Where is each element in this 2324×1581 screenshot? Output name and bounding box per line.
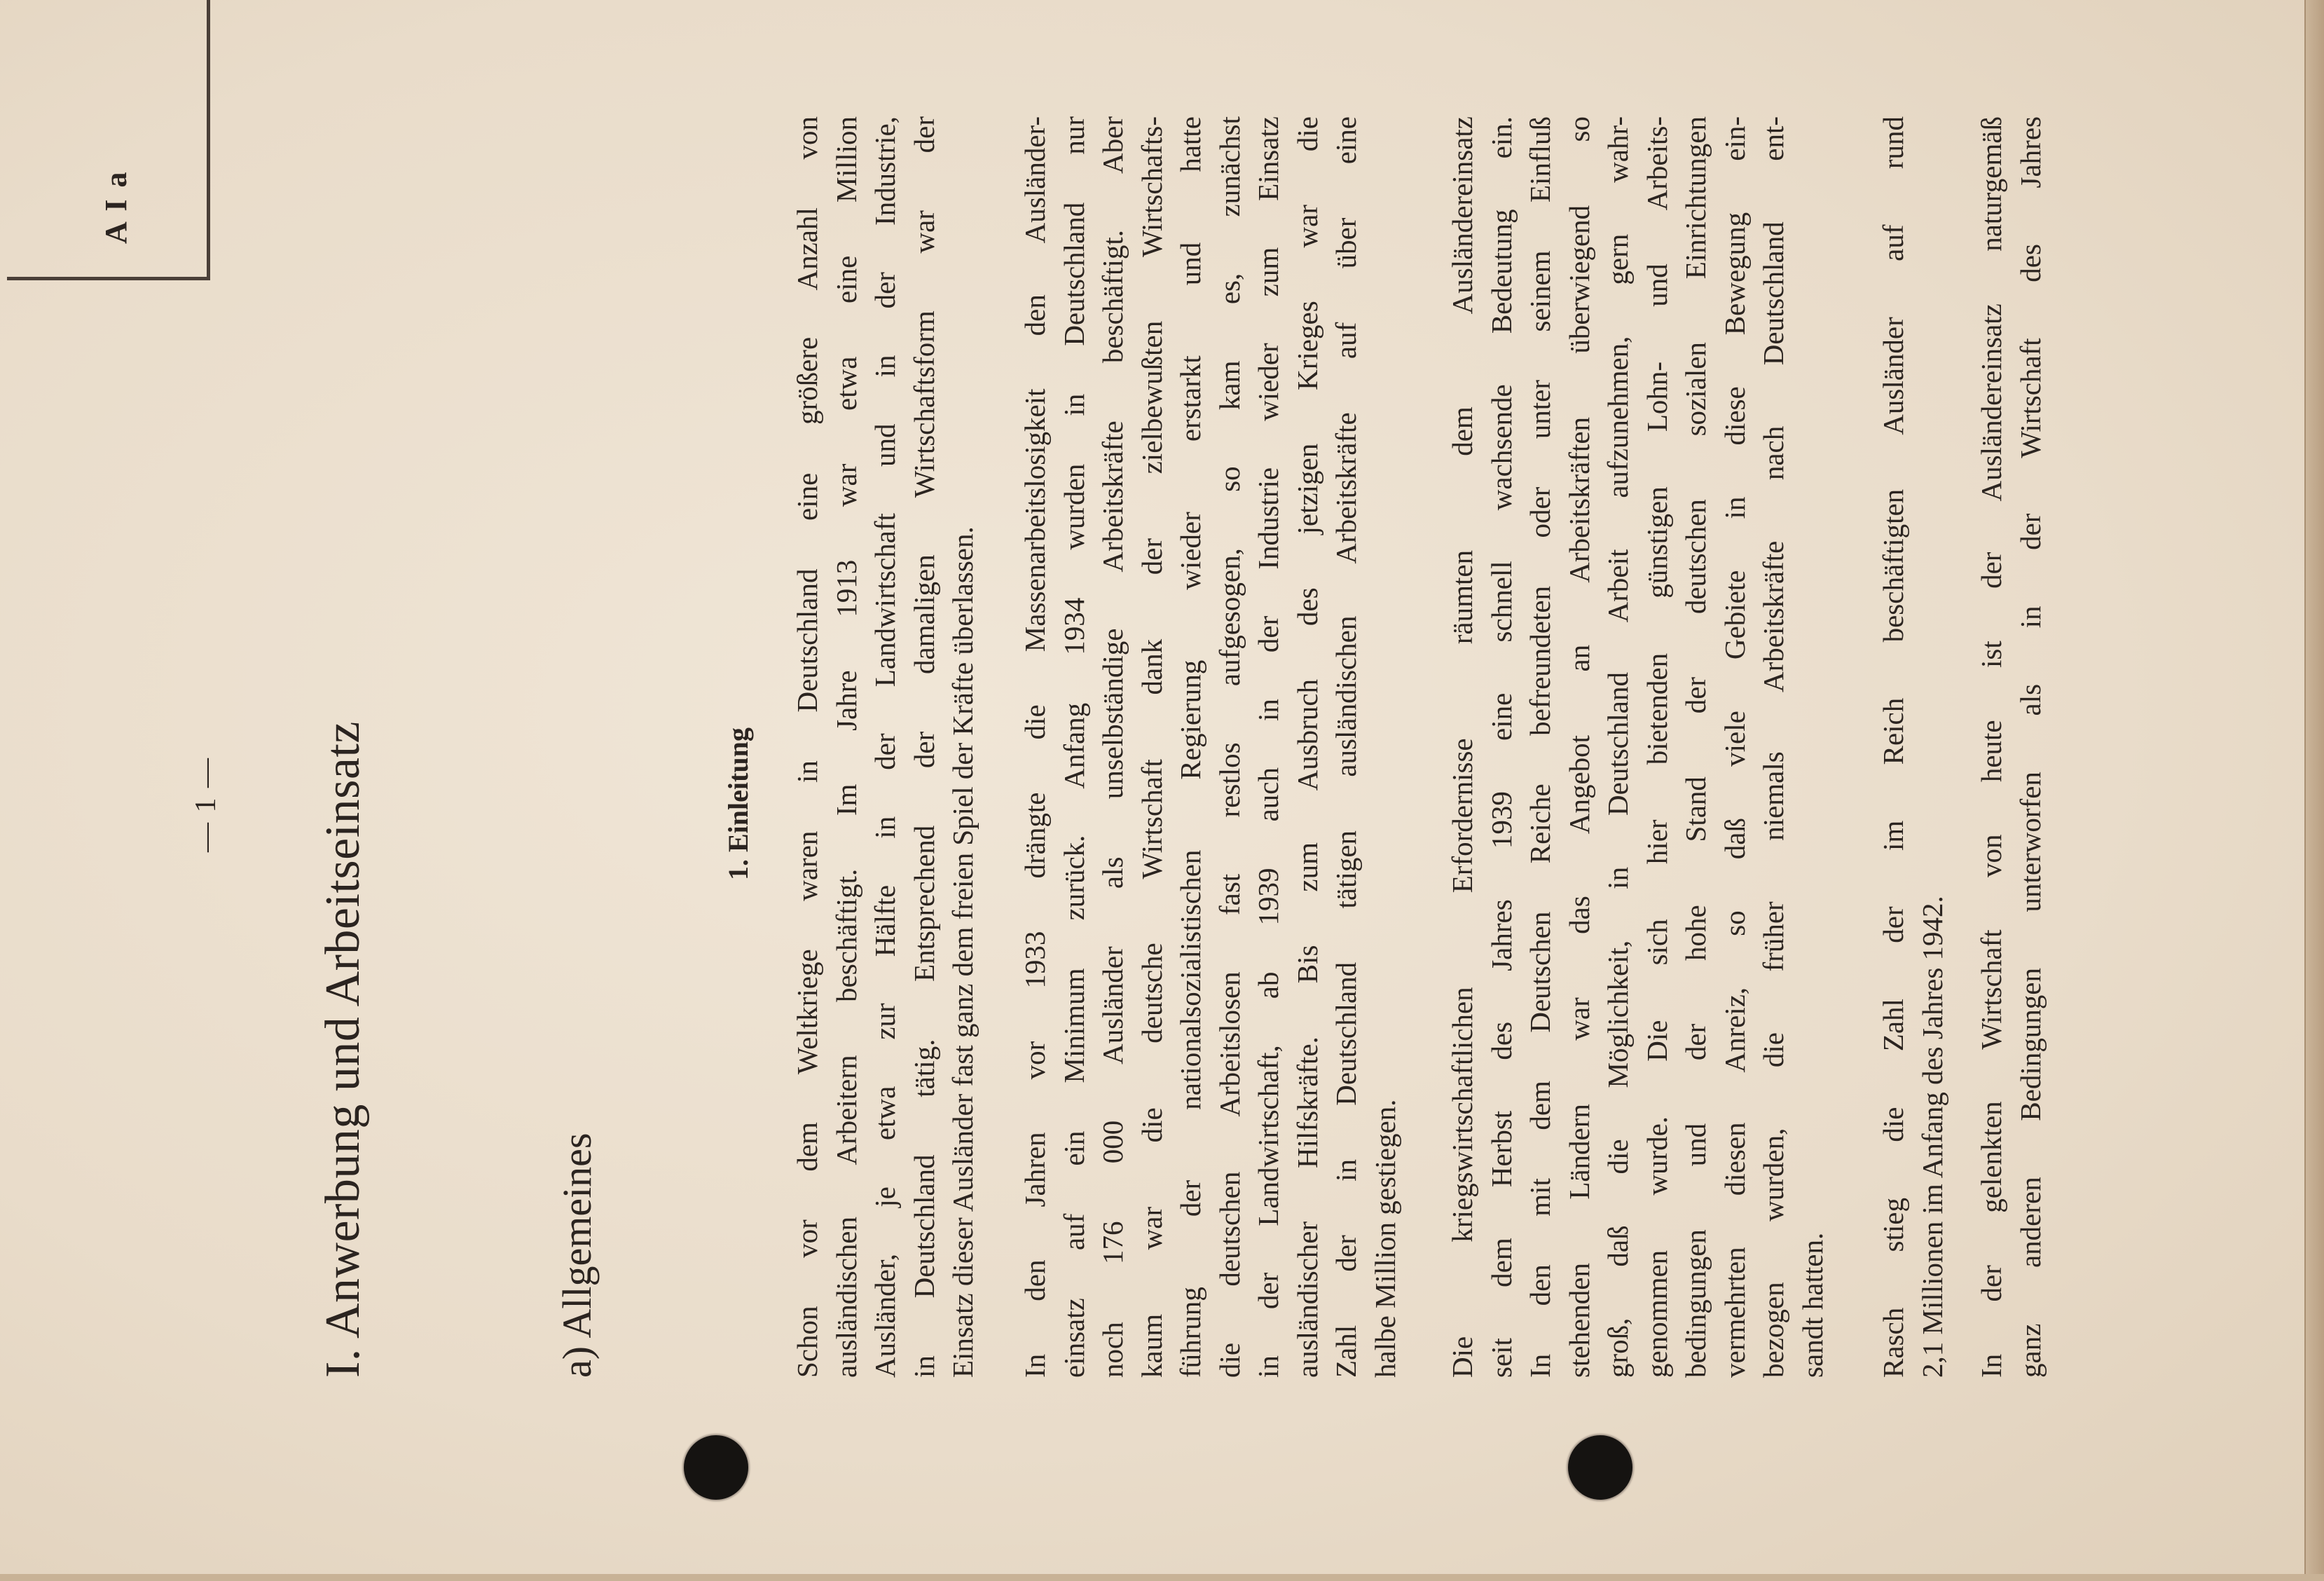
text-line: Ausländer, je etwa zur Hälfte in der Landwirtschaft und in der Industrie, — [869, 116, 901, 1378]
document-title: I. Anwerbung und Arbeitseinsatz — [316, 721, 370, 1378]
text-line: noch 176 000 Ausländer als unselbständige Arbeitskräfte beschäftigt. Aber — [1096, 116, 1129, 1378]
text-line: Einsatz dieser Ausländer fast ganz dem freien Spiel der Kräfte überlassen. — [947, 526, 979, 1378]
text-line: In den mit dem Deutschen Reiche befreundeten oder unter seinem Einfluß — [1524, 116, 1556, 1378]
text-line: Schon vor dem Weltkriege waren in Deutschland eine größere Anzahl von — [791, 116, 823, 1378]
paragraph — [788, 116, 983, 1378]
paragraph — [1972, 116, 2050, 1378]
text-line: groß, daß die Möglichkeit, in Deutschland Arbeit aufzunehmen, gern wahr- — [1602, 116, 1634, 1378]
text-line: kaum war die deutsche Wirtschaft dank der zielbewußten Wirtschafts- — [1135, 116, 1168, 1378]
text-line: ausländischen Arbeitern beschäftigt. Im Jahre 1913 war etwa eine Million — [830, 116, 862, 1378]
page-number: — 1 — — [190, 757, 222, 852]
text-line: die deutschen Arbeitslosen fast restlos aufgesogen, so kam es, zunächst — [1213, 116, 1246, 1378]
register-tab-label: A I a — [99, 170, 133, 244]
text-line: ausländischer Hilfskräfte. Bis zum Ausbruch des jetzigen Krieges war die — [1291, 116, 1323, 1378]
text-line: halbe Million gestiegen. — [1368, 1099, 1401, 1378]
text-line: genommen wurde. Die sich hier bietenden günstigen Lohn- und Arbeits- — [1640, 116, 1673, 1378]
text-line: bedingungen und der hohe Stand der deutschen sozialen Einrichtungen — [1679, 116, 1712, 1378]
paragraph — [1016, 116, 1405, 1378]
text-line: Die kriegswirtschaftlichen Erfordernisse räumten dem Ausländereinsatz — [1446, 116, 1478, 1378]
paper-edge — [0, 1574, 2324, 1581]
text-line: Rasch stieg die Zahl der im Reich beschäftigten Ausländer auf rund — [1877, 116, 1909, 1378]
text-line: sandt hatten. — [1796, 1232, 1829, 1378]
text-line: vermehrten diesen Anreiz, so daß viele Gebiete in diese Bewegung ein- — [1718, 116, 1751, 1378]
text-line: in Deutschland tätig. Entsprechend der damaligen Wirtschaftsform war der — [907, 116, 940, 1378]
section-heading: a) Allgemeines — [554, 1132, 600, 1378]
text-line: 2,1 Millionen im Anfang des Jahres 1942. — [1916, 896, 1948, 1378]
text-line: führung der nationalsozialistischen Regierung wieder erstarkt und hatte — [1174, 116, 1206, 1378]
subsection-heading: 1. Einleitung — [722, 727, 754, 880]
paragraph — [1443, 116, 1832, 1378]
text-line: stehenden Ländern war das Angebot an Arbeitskräften überwiegend so — [1562, 116, 1595, 1378]
text-line: ganz anderen Bedingungen unterworfen als in der Wirtschaft des Jahres — [2014, 116, 2047, 1378]
text-line: seit dem Herbst des Jahres 1939 eine schnell wachsende Bedeutung ein. — [1485, 116, 1518, 1378]
text-line: einsatz auf ein Minimum zurück. Anfang 1934 wurden in Deutschland nur — [1057, 116, 1090, 1378]
paper-edge — [2304, 0, 2324, 1581]
text-line: In den Jahren vor 1933 drängte die Massenarbeitslosigkeit den Ausländer- — [1019, 116, 1051, 1378]
text-line: Zahl der in Deutschland tätigen ausländischen Arbeitskräfte auf über eine — [1330, 116, 1362, 1378]
text-line: in der Landwirtschaft, ab 1939 auch in der Industrie wieder zum Einsatz — [1252, 116, 1284, 1378]
text-line: bezogen wurden, die früher niemals Arbeitskräfte nach Deutschland ent- — [1757, 116, 1789, 1378]
paragraph — [1874, 116, 1952, 1378]
text-line: In der gelenkten Wirtschaft von heute ist der Ausländereinsatz naturgemäß — [1975, 116, 2007, 1378]
punch-hole — [1568, 1435, 1632, 1500]
punch-hole — [684, 1435, 748, 1500]
